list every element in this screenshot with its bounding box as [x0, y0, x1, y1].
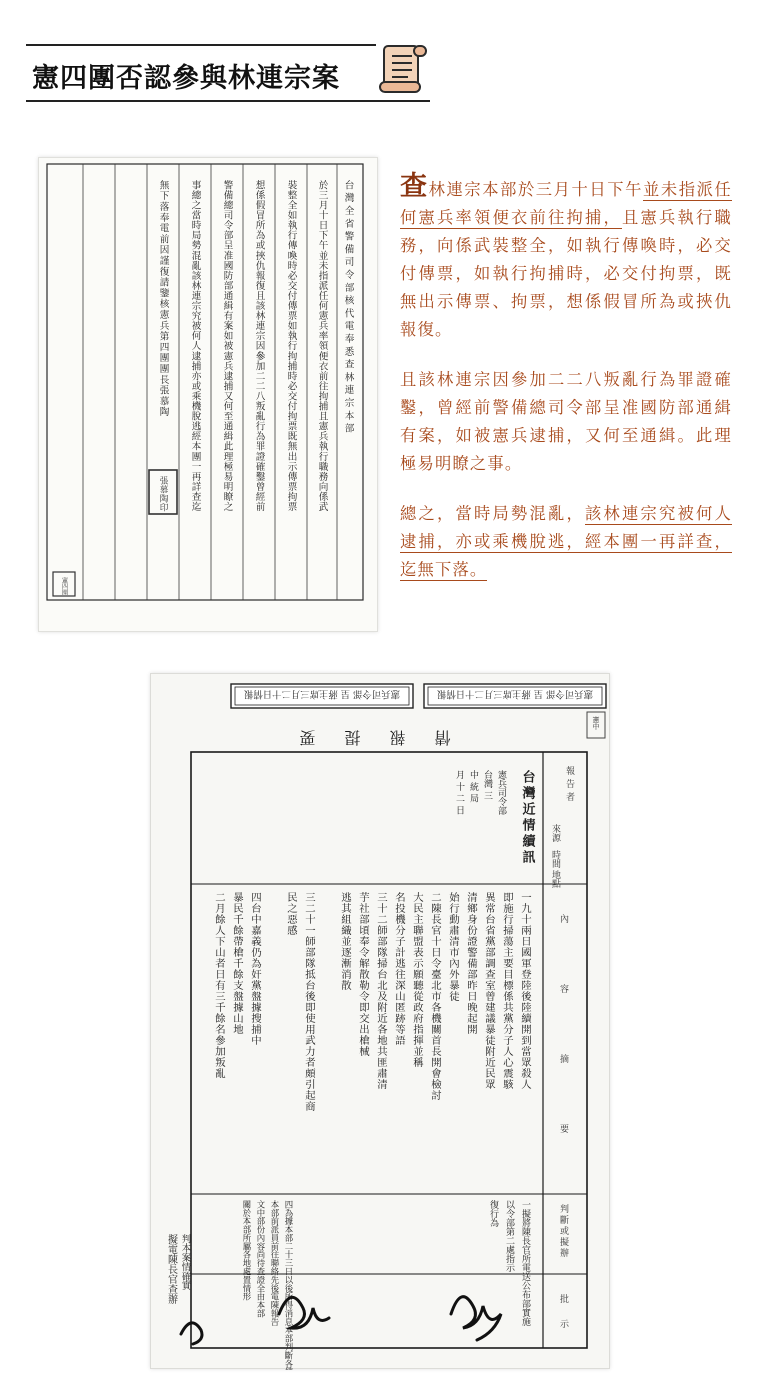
judgment-column: 一擬將陳長官所電送公布部實施: [520, 1200, 530, 1326]
underlined-passage: 該林連宗究被何人逮捕，亦或乘機脫逃，經本團一再詳查，迄無下落。: [400, 504, 732, 579]
svg-text:憲四團: 憲四團: [60, 577, 68, 595]
svg-text:張慕陶印: 張慕陶印: [158, 476, 168, 512]
body-column: 即施行掃蕩主要目標係共黨分子人心震駭: [501, 892, 513, 1090]
document-image-intelligence-report: [150, 673, 610, 1369]
body-column: 芋社部頃奉令解散勒令即交出槍械: [357, 892, 369, 1057]
body-column: 一九十兩日國軍登陸後陸續開到當眾殺人: [519, 892, 531, 1090]
annotation-column: 擬電陳長官查辦: [165, 1234, 177, 1304]
letter-column: 裝整全如執行傳喚時必交付傳票如執行拘捕時必交付拘票既無出示傳票拘票: [285, 180, 297, 512]
header-label: 批示: [558, 1294, 568, 1344]
annotation-column: 四為據本部二十三日以後所得消息本部判斷各情: [284, 1200, 294, 1370]
judgment-column: 以令部第二處指示: [504, 1200, 514, 1272]
annotation-column: 判本案情確實: [179, 1234, 191, 1291]
header-label: 容: [558, 984, 568, 993]
commentary-text-run: 且憲兵執行職務，向係武裝整全，如執行傳喚時，必交付傳票，如執行拘捕時，必交付拘票，既無出示傳票、拘票，想係假冒所為或挾仇報復。: [400, 208, 733, 339]
source-column: 台灣 三: [482, 770, 492, 800]
letter-column: 想係假冒所為或挾仇報復且該林連宗因參加二二八叛亂行為罪證確鑿曾經前: [253, 180, 265, 512]
form-title: 情 報 提 要: [287, 728, 451, 747]
header-label: 地點: [550, 870, 560, 888]
judgment-column: 復行為: [488, 1200, 498, 1227]
emphasis-initial: 查: [400, 171, 429, 202]
handwritten-signature: [181, 1297, 501, 1344]
letter-column: 台灣全省警備司令部核代電奉悉查林連宗本部: [342, 180, 354, 436]
report-corner-stamp: [587, 712, 605, 738]
page-title: 憲四團否認參與林連宗案: [32, 63, 340, 94]
body-column: 二月餘人下山者日有三千餘名參加叛亂: [213, 892, 225, 1079]
body-column: 逃其組織並逐漸消散: [339, 892, 351, 991]
body-column: 四台中嘉義仍為奸黨盤據搜捕中: [249, 892, 261, 1046]
svg-text:憲兵司令部 呈 蔣主席三月二十日情報: 憲兵司令部 呈 蔣主席三月二十日情報: [437, 688, 593, 699]
corner-unit-stamp: [53, 572, 75, 596]
header-label: 來源: [550, 824, 560, 842]
report-label-right: [424, 684, 606, 708]
commentary-text: [400, 171, 733, 606]
header-label: 時間: [550, 850, 560, 868]
header-rule-bottom: [26, 100, 430, 102]
annotation-column: 文中部份內容尚待查證全由本部: [256, 1200, 266, 1318]
body-column: 名投機分子計逃往深山匿跡等語: [393, 892, 405, 1046]
body-column: 二陳長官十日令臺北市各機關首長開會檢討: [429, 892, 441, 1101]
underlined-passage: 並未指派任何憲兵率領便衣前往拘捕，: [400, 180, 732, 227]
letter-column: 事總之當時局勢混亂該林連宗究被何人逮捕亦或乘機脫逃經本團一再詳查迄: [189, 180, 201, 512]
commentary-paragraph-2: 且該林連宗因參加二二八叛亂行為罪證確鑿，曾經前警備總司令部呈准國防部通緝有案，如被憲兵逮捕，又何至通緝。此理極易明瞭之事。: [400, 370, 732, 473]
body-column: 民之惡感: [285, 892, 297, 936]
letter-column: 警備總司令部呈准國防部通緝有案如被憲兵逮捕又何至通緝此理極易明瞭之: [221, 180, 233, 512]
header-label: 摘: [558, 1054, 568, 1063]
source-column: 憲兵司令部: [496, 770, 506, 815]
annotation-column: 關於本部所屬各地處置情形: [242, 1200, 252, 1301]
source-column: 月 十 二 日: [454, 770, 464, 815]
intelligence-report-scan: [151, 674, 611, 1370]
commentary-text-run: 林連宗本部於三月十日下午: [428, 180, 644, 199]
letter-column: 於三月十日下午並未指派任何憲兵率領便衣前往拘捕且憲兵執行職務向係武: [316, 180, 328, 512]
body-column: 三二十一師部隊抵台後即使用武力者頗引起商: [303, 892, 315, 1112]
body-column: 三十二師部隊掃台北及附近各地共匪肅清: [375, 892, 387, 1090]
reply-letter-scan: [39, 158, 379, 633]
header-label: 報告者: [564, 766, 574, 805]
scroll-icon: [374, 44, 432, 96]
annotation-column: 本部前派員前往聯絡先後電陳報告: [270, 1200, 280, 1326]
commentary-paragraph-3: [400, 500, 732, 584]
commentary-paragraph-1: [400, 171, 733, 344]
header-label: 內: [558, 914, 568, 923]
document-image-reply-letter: [38, 157, 378, 632]
letter-seal-stamp: [149, 470, 177, 514]
body-column: 暴民千餘帶槍千餘支盤據山地: [231, 892, 243, 1035]
letter-column: 無下落奉電前因謹復請鑒核憲兵第四團團長張慕陶: [157, 180, 169, 418]
body-column: 始行動肅清市內外暴徒: [447, 892, 459, 1002]
header-label: 判斷或擬辦: [558, 1204, 568, 1259]
svg-text:憲兵司令部 呈 蔣主席三月二十日情報: 憲兵司令部 呈 蔣主席三月二十日情報: [244, 688, 400, 699]
header-label: 要: [558, 1124, 568, 1133]
body-column: 異常台省黨部調查室曾建議暴徒附近民眾: [483, 892, 495, 1090]
page-header: [26, 44, 430, 104]
commentary-text-run: 總之，當時局勢混亂，: [400, 504, 585, 523]
source-column: 中 統 局: [468, 770, 478, 803]
report-headline: 台灣近情續訊: [519, 770, 535, 866]
body-column: 大民主聯盟表示願聽從政府指揮並稱: [411, 892, 423, 1068]
report-label-left: [231, 684, 413, 708]
body-column: 清鄉身份證警備部昨日晚起開: [465, 892, 477, 1035]
header-rule-top: [26, 44, 376, 46]
svg-text:憲中: 憲中: [592, 716, 600, 730]
